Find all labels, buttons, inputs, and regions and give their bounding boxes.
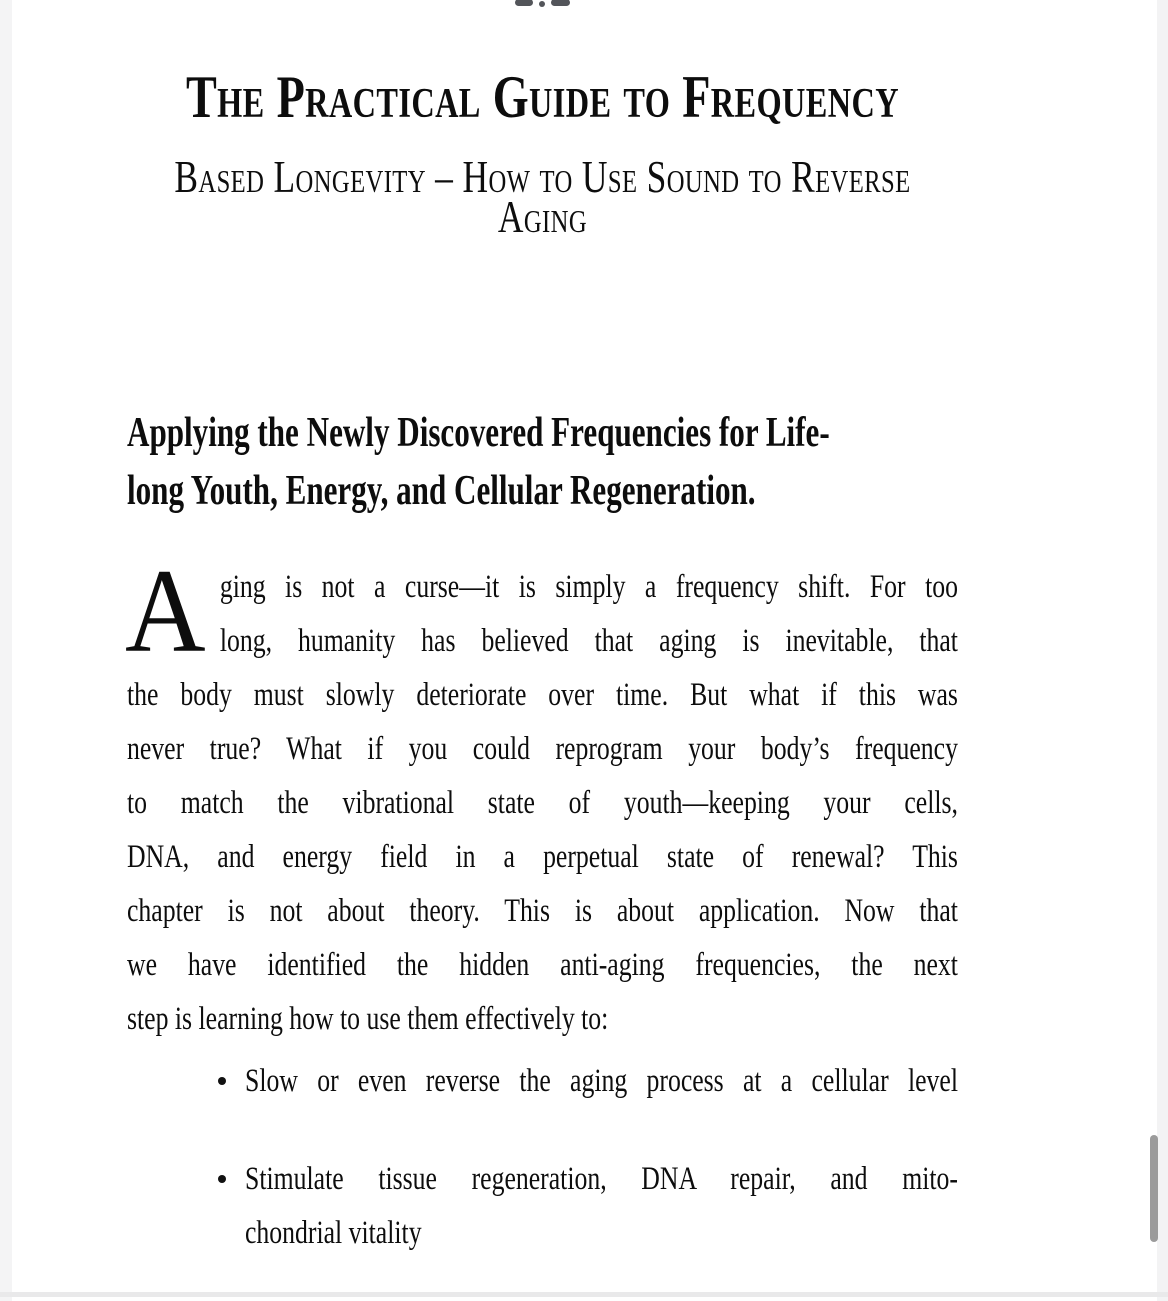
chapter-subtitle-line-1: Based Longevity – How to Use Sound to Reverse	[174, 151, 911, 202]
paragraph-line: ging is not a curse—it is simply a frequency shift. For too	[219, 569, 958, 605]
paragraph-line: the body must slowly deteriorate over time. But what if this was	[127, 677, 958, 713]
list-item-line: Stimulate tissue regeneration, DNA repair, and mito-	[245, 1161, 958, 1197]
paragraph-line: we have identified the hidden anti-aging frequencies, the next	[127, 947, 958, 983]
divider-ornament-icon	[127, 0, 958, 7]
ornament-dash-left-icon	[515, 0, 533, 6]
page-content-column	[127, 0, 958, 1301]
paragraph-line: step is learning how to use them effectively to:	[127, 1001, 609, 1037]
list-item-text	[245, 1152, 958, 1260]
section-heading-line-2: long Youth, Energy, and Cellular Regeneration.	[127, 468, 756, 514]
scrollbar-thumb[interactable]	[1150, 1135, 1158, 1242]
list-item-line: Slow or even reverse the aging process at a cellular level	[245, 1063, 958, 1099]
scrollbar-track[interactable]	[1157, 0, 1168, 1301]
paragraph-line: DNA, and energy field in a perpetual state of renewal? This	[127, 839, 958, 875]
bullet-icon	[218, 1175, 226, 1183]
paragraph-line: long, humanity has believed that aging is inevitable, that	[219, 623, 958, 659]
body-paragraph	[125, 544, 958, 1046]
page-bottom-edge-shadow	[0, 1292, 1168, 1297]
chapter-title	[127, 61, 958, 133]
book-page	[12, 0, 1157, 1301]
paragraph-line: to match the vibrational state of youth—keeping your cells,	[127, 785, 958, 821]
list-item-text	[245, 1054, 958, 1108]
ornament-dash-right-icon	[551, 0, 570, 6]
paragraph-line: never true? What if you could reprogram your body’s frequency	[127, 731, 958, 767]
paragraph-line: chapter is not about theory. This is about application. Now that	[127, 893, 958, 929]
list-item-line: chondrial vitality	[245, 1215, 422, 1251]
bullet-icon	[218, 1077, 226, 1085]
chapter-title-text: The Practical Guide to Frequency	[185, 64, 900, 130]
section-heading-line-1: Applying the Newly Discovered Frequencies for Life-	[127, 410, 830, 456]
chapter-subtitle-line-2: Aging	[497, 191, 588, 242]
drop-cap: A	[125, 544, 206, 677]
ornament-dot-icon	[539, 1, 545, 7]
